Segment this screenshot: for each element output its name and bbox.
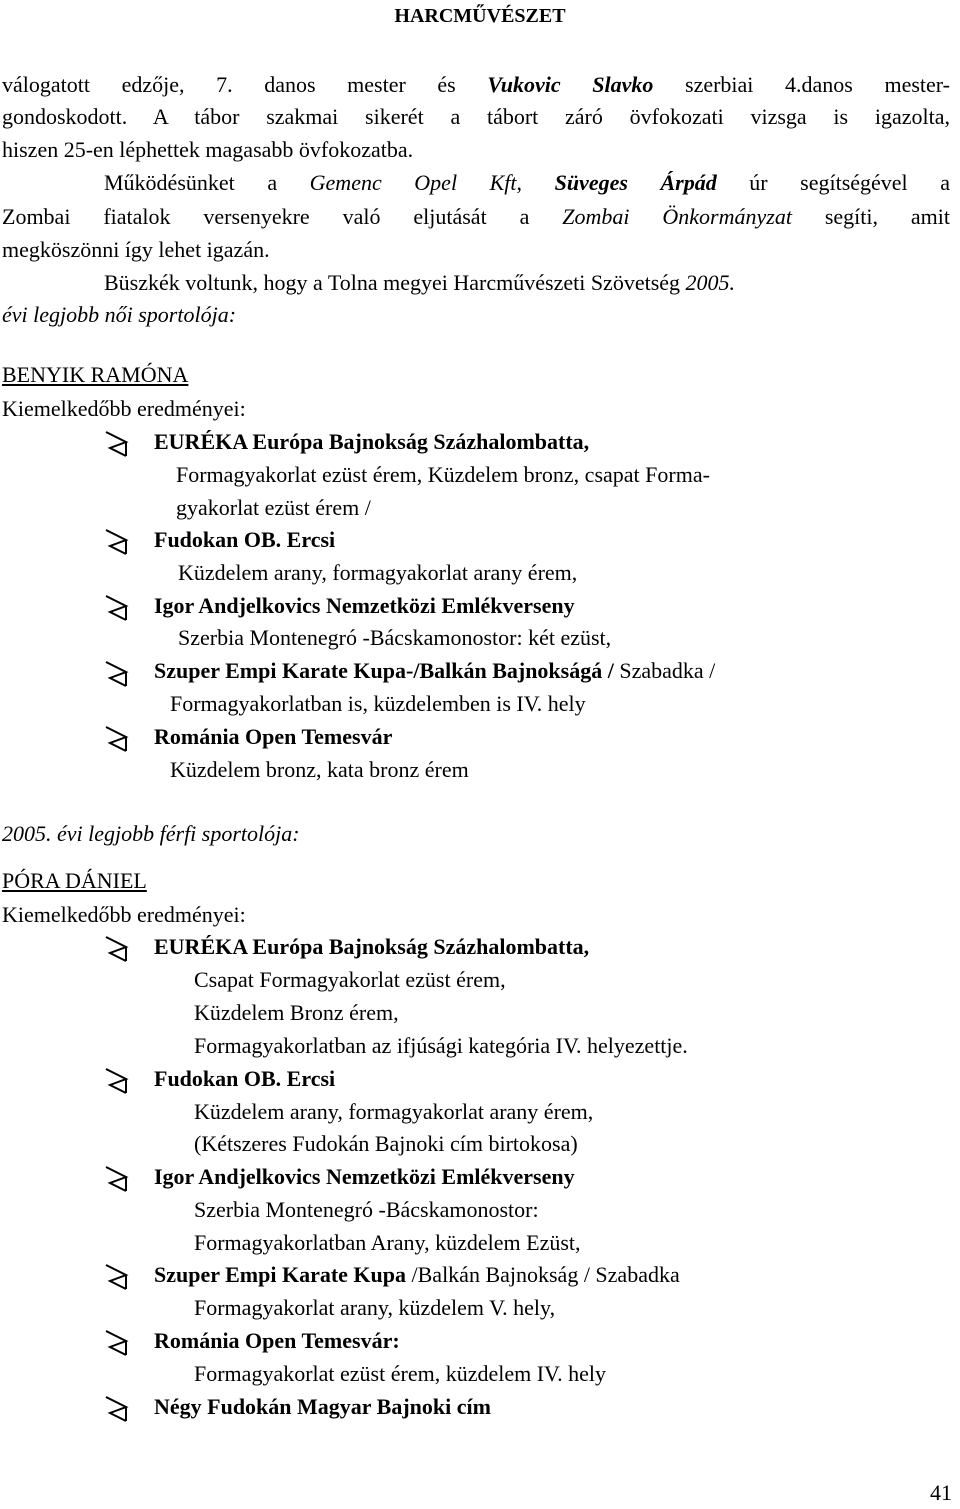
- intro-line-7: [104, 270, 735, 296]
- bullet-arrow-icon: [104, 725, 130, 753]
- female-event-1-detail-2: gyakorlat ezüst érem /: [176, 495, 371, 520]
- bullet-arrow-icon: [104, 1395, 130, 1423]
- female-results-label: Kiemelkedőbb eredményei:: [2, 396, 246, 421]
- intro-line-3: hiszen 25-en léphettek magasabb övfokozatba.: [2, 137, 414, 162]
- bullet-arrow-icon: [104, 528, 130, 556]
- male-event-6: Négy Fudokán Magyar Bajnoki cím: [154, 1394, 491, 1419]
- female-event-5-detail-1: Küzdelem bronz, kata bronz érem: [170, 757, 469, 782]
- year: 2005.: [685, 270, 736, 295]
- male-event-4-detail-1: Formagyakorlat arany, küzdelem V. hely,: [194, 1295, 556, 1320]
- text: válogatott edzője, 7. danos mester és: [2, 72, 488, 97]
- male-event-2-detail-2: (Kétszeres Fudokán Bajnoki cím birtokosa): [194, 1131, 578, 1156]
- male-event-2: Fudokan OB. Ercsi: [154, 1066, 336, 1091]
- page-number: 41: [930, 1480, 952, 1505]
- bullet-arrow-icon: [104, 935, 130, 963]
- intro-line-6: megköszönni így lehet igazán.: [2, 237, 270, 262]
- male-event-1-detail-3: Formagyakorlatban az ifjúsági kategória IV. helyezettje.: [194, 1033, 688, 1058]
- female-event-3: Igor Andjelkovics Nemzetközi Emlékverseny: [154, 593, 575, 618]
- male-event-1-detail-2: Küzdelem Bronz érem,: [194, 1000, 399, 1025]
- male-event-4: [154, 1262, 680, 1288]
- female-event-5: Románia Open Temesvár: [154, 724, 393, 749]
- sponsor-person: Süveges Árpád: [554, 170, 717, 195]
- text: szerbiai 4.danos mester-: [653, 72, 950, 97]
- male-athlete-name: PÓRA DÁNIEL: [2, 868, 147, 893]
- coach-name: Vukovic Slavko: [487, 72, 654, 97]
- text: Büszkék voltunk, hogy a Tolna megyei Harcművészeti Szövetség: [104, 270, 686, 295]
- page-header: HARCMŰVÉSZET: [394, 5, 566, 27]
- intro-line-5: [2, 204, 950, 230]
- male-event-3-detail-1: Szerbia Montenegró -Bácskamonostor:: [194, 1197, 539, 1222]
- bullet-arrow-icon: [104, 660, 130, 688]
- female-event-2-detail-1: Küzdelem arany, formagyakorlat arany érem,: [178, 560, 578, 585]
- female-event-4-detail-1: Formagyakorlatban is, küzdelemben is IV. hely: [170, 691, 586, 716]
- bullet-arrow-icon: [104, 1067, 130, 1095]
- bullet-arrow-icon: [104, 1263, 130, 1291]
- text: Zombai fiatalok versenyekre való eljutását a: [2, 204, 563, 229]
- intro-line-2: gondoskodott. A tábor szakmai sikerét a tábort záró övfokozati vizsga is igazolta,: [2, 104, 950, 129]
- male-event-5: Románia Open Temesvár:: [154, 1328, 400, 1353]
- intro-line-4: [104, 170, 950, 196]
- female-athlete-name: BENYIK RAMÓNA: [2, 362, 189, 387]
- male-results-label: Kiemelkedőbb eredményei:: [2, 902, 246, 927]
- event-location: /Balkán Bajnokság / Szabadka: [406, 1262, 680, 1287]
- municipality-name: Zombai Önkormányzat: [562, 204, 792, 229]
- male-heading: 2005. évi legjobb férfi sportolója:: [2, 821, 300, 846]
- female-event-4: [154, 658, 715, 684]
- event-location: Szabadka /: [613, 658, 716, 683]
- event-title: Szuper Empi Karate Kupa: [154, 1262, 407, 1287]
- female-event-3-detail-1: Szerbia Montenegró -Bácskamonostor: két ezüst,: [178, 625, 612, 650]
- bullet-arrow-icon: [104, 594, 130, 622]
- male-event-3-detail-2: Formagyakorlatban Arany, küzdelem Ezüst,: [194, 1230, 581, 1255]
- text: segíti, amit: [791, 204, 951, 229]
- female-event-2: Fudokan OB. Ercsi: [154, 527, 336, 552]
- bullet-arrow-icon: [104, 1165, 130, 1193]
- text: úr segítségével a: [716, 170, 950, 195]
- female-event-1: EURÉKA Európa Bajnokság Százhalombatta,: [154, 429, 590, 454]
- female-event-1-detail-1: Formagyakorlat ezüst érem, Küzdelem bronz, csapat Forma-: [176, 462, 710, 487]
- male-event-2-detail-1: Küzdelem arany, formagyakorlat arany érem,: [194, 1099, 594, 1124]
- event-title: Szuper Empi Karate Kupa-/Balkán Bajnokságá /: [154, 658, 614, 683]
- male-event-1: EURÉKA Európa Bajnokság Százhalombatta,: [154, 934, 590, 959]
- male-event-5-detail-1: Formagyakorlat ezüst érem, küzdelem IV. hely: [194, 1361, 606, 1386]
- text: Működésünket a: [104, 170, 310, 195]
- male-event-1-detail-1: Csapat Formagyakorlat ezüst érem,: [194, 967, 506, 992]
- male-event-3: Igor Andjelkovics Nemzetközi Emlékverseny: [154, 1164, 575, 1189]
- sponsor-name: Gemenc Opel Kft: [309, 170, 517, 195]
- female-heading: évi legjobb női sportolója:: [2, 302, 237, 327]
- bullet-arrow-icon: [104, 430, 130, 458]
- text: ,: [516, 170, 555, 195]
- bullet-arrow-icon: [104, 1329, 130, 1357]
- intro-line-1: [2, 72, 950, 98]
